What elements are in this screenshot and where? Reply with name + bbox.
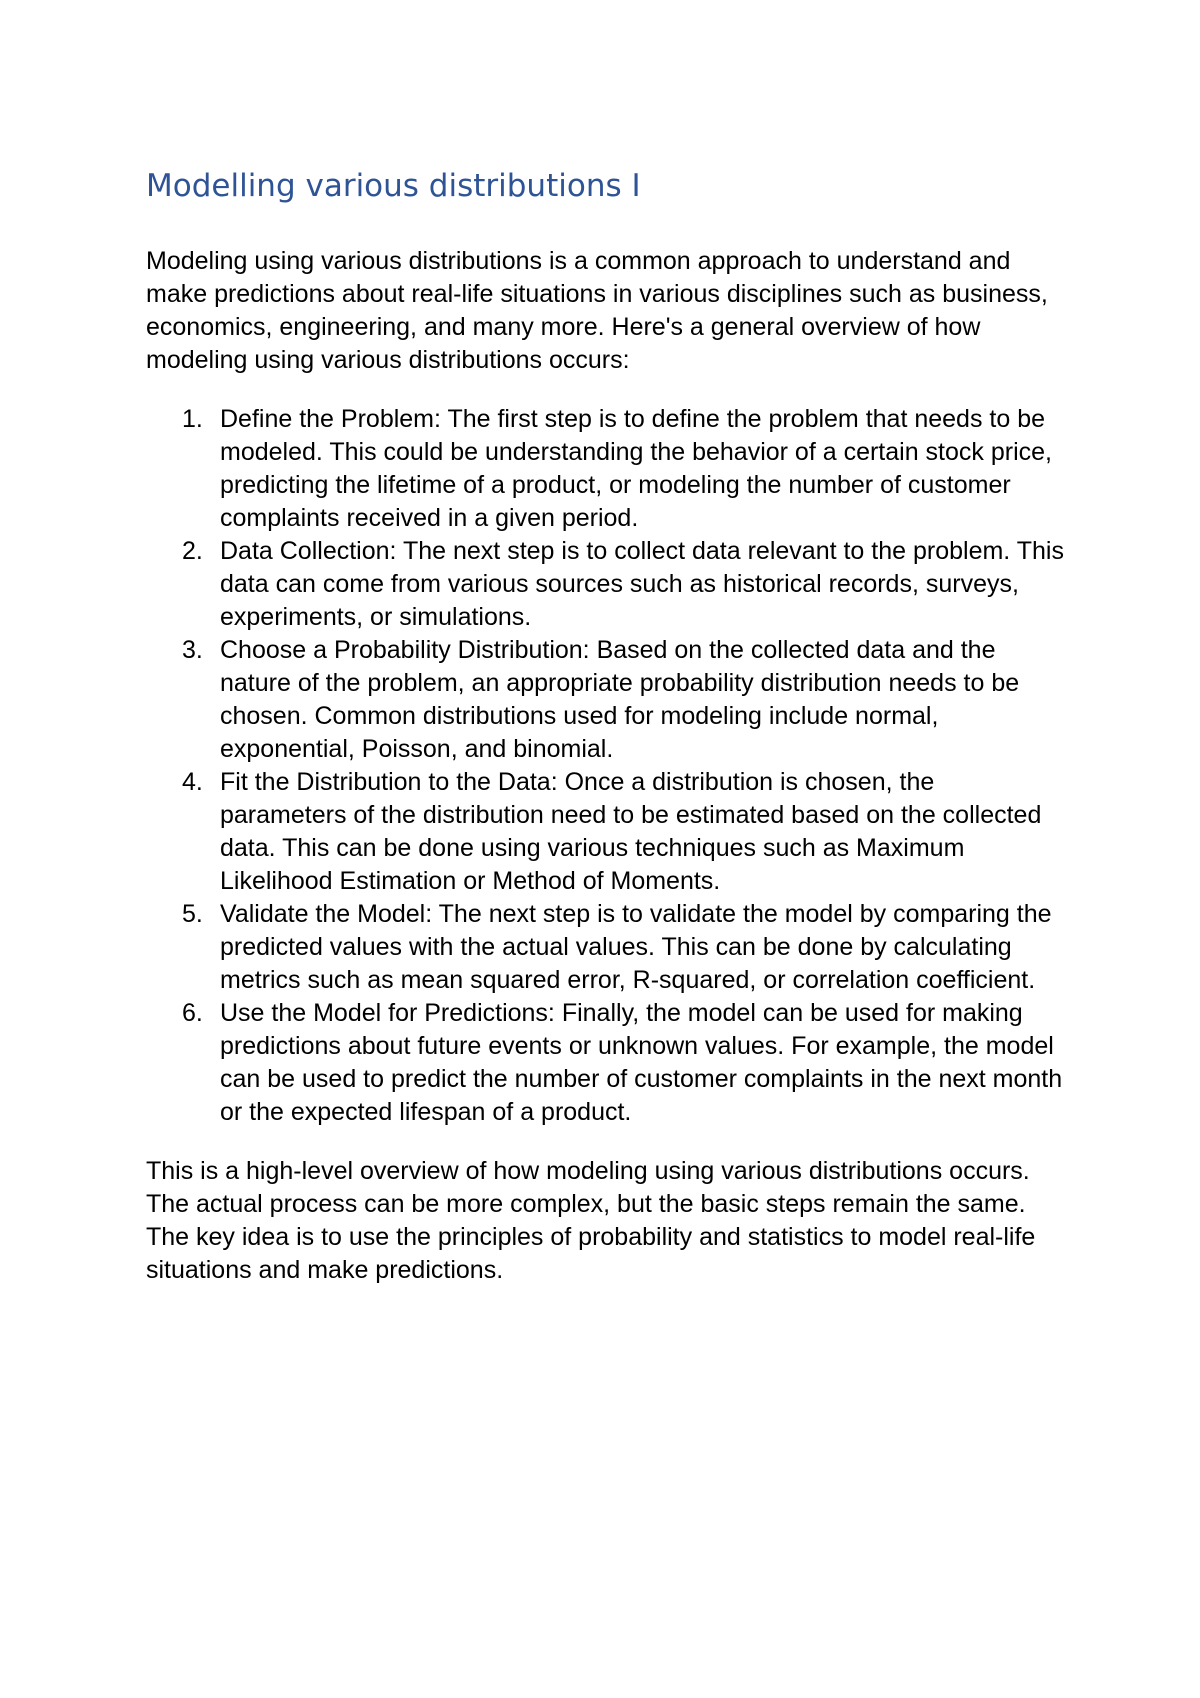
intro-paragraph: Modeling using various distributions is a common approach to understand and make predictions about real-life situations in various disciplines such as business, economics, engineering, and many more. Here's a general overview of how modeling using various distributions occurs: — [146, 247, 1048, 374]
step-text: Fit the Distribution to the Data: Once a distribution is chosen, the parameters of the distribution need to be estimated based on the collected data. This can be done using various techniques such as Maximum Likelihood Estimation or Method of Moments. — [220, 768, 1042, 895]
step-text: Use the Model for Predictions: Finally, the model can be used for making predictions about future events or unknown values. For example, the model can be used to predict the number of customer complaints in the next month or the expected lifespan of a product. — [220, 999, 1063, 1126]
step-number: 2. — [182, 537, 203, 565]
step-number: 4. — [182, 768, 203, 796]
step-item-6 — [146, 997, 1066, 1129]
conclusion-paragraph: This is a high-level overview of how modeling using various distributions occurs. The actual process can be more complex, but the basic steps remain the same. The key idea is to use the principles of probability and statistics to model real-life situations and make predictions. — [146, 1157, 1036, 1284]
page-title: Modelling various distributions I — [146, 168, 641, 204]
step-text: Validate the Model: The next step is to validate the model by comparing the predicted values with the actual values. This can be done by calculating metrics such as mean squared error, R-squared, or correlation coefficient. — [220, 900, 1052, 994]
step-number: 1. — [182, 405, 203, 433]
step-text: Data Collection: The next step is to collect data relevant to the problem. This data can come from various sources such as historical records, surveys, experiments, or simulations. — [220, 537, 1064, 631]
step-item-2 — [146, 535, 1066, 634]
step-text: Choose a Probability Distribution: Based on the collected data and the nature of the problem, an appropriate probability distribution needs to be chosen. Common distributions used for modeling include normal, exponential, Poisson, and binomial. — [220, 636, 1020, 763]
document-body — [146, 166, 1066, 1287]
step-number: 6. — [182, 999, 203, 1027]
step-number: 5. — [182, 900, 203, 928]
step-item-4 — [146, 766, 1066, 898]
step-item-3 — [146, 634, 1066, 766]
steps-list — [146, 403, 1066, 1129]
step-item-5 — [146, 898, 1066, 997]
step-item-1 — [146, 403, 1066, 535]
step-number: 3. — [182, 636, 203, 664]
step-text: Define the Problem: The first step is to define the problem that needs to be modeled. This could be understanding the behavior of a certain stock price, predicting the lifetime of a product, or modeling the number of customer complaints received in a given period. — [220, 405, 1052, 532]
